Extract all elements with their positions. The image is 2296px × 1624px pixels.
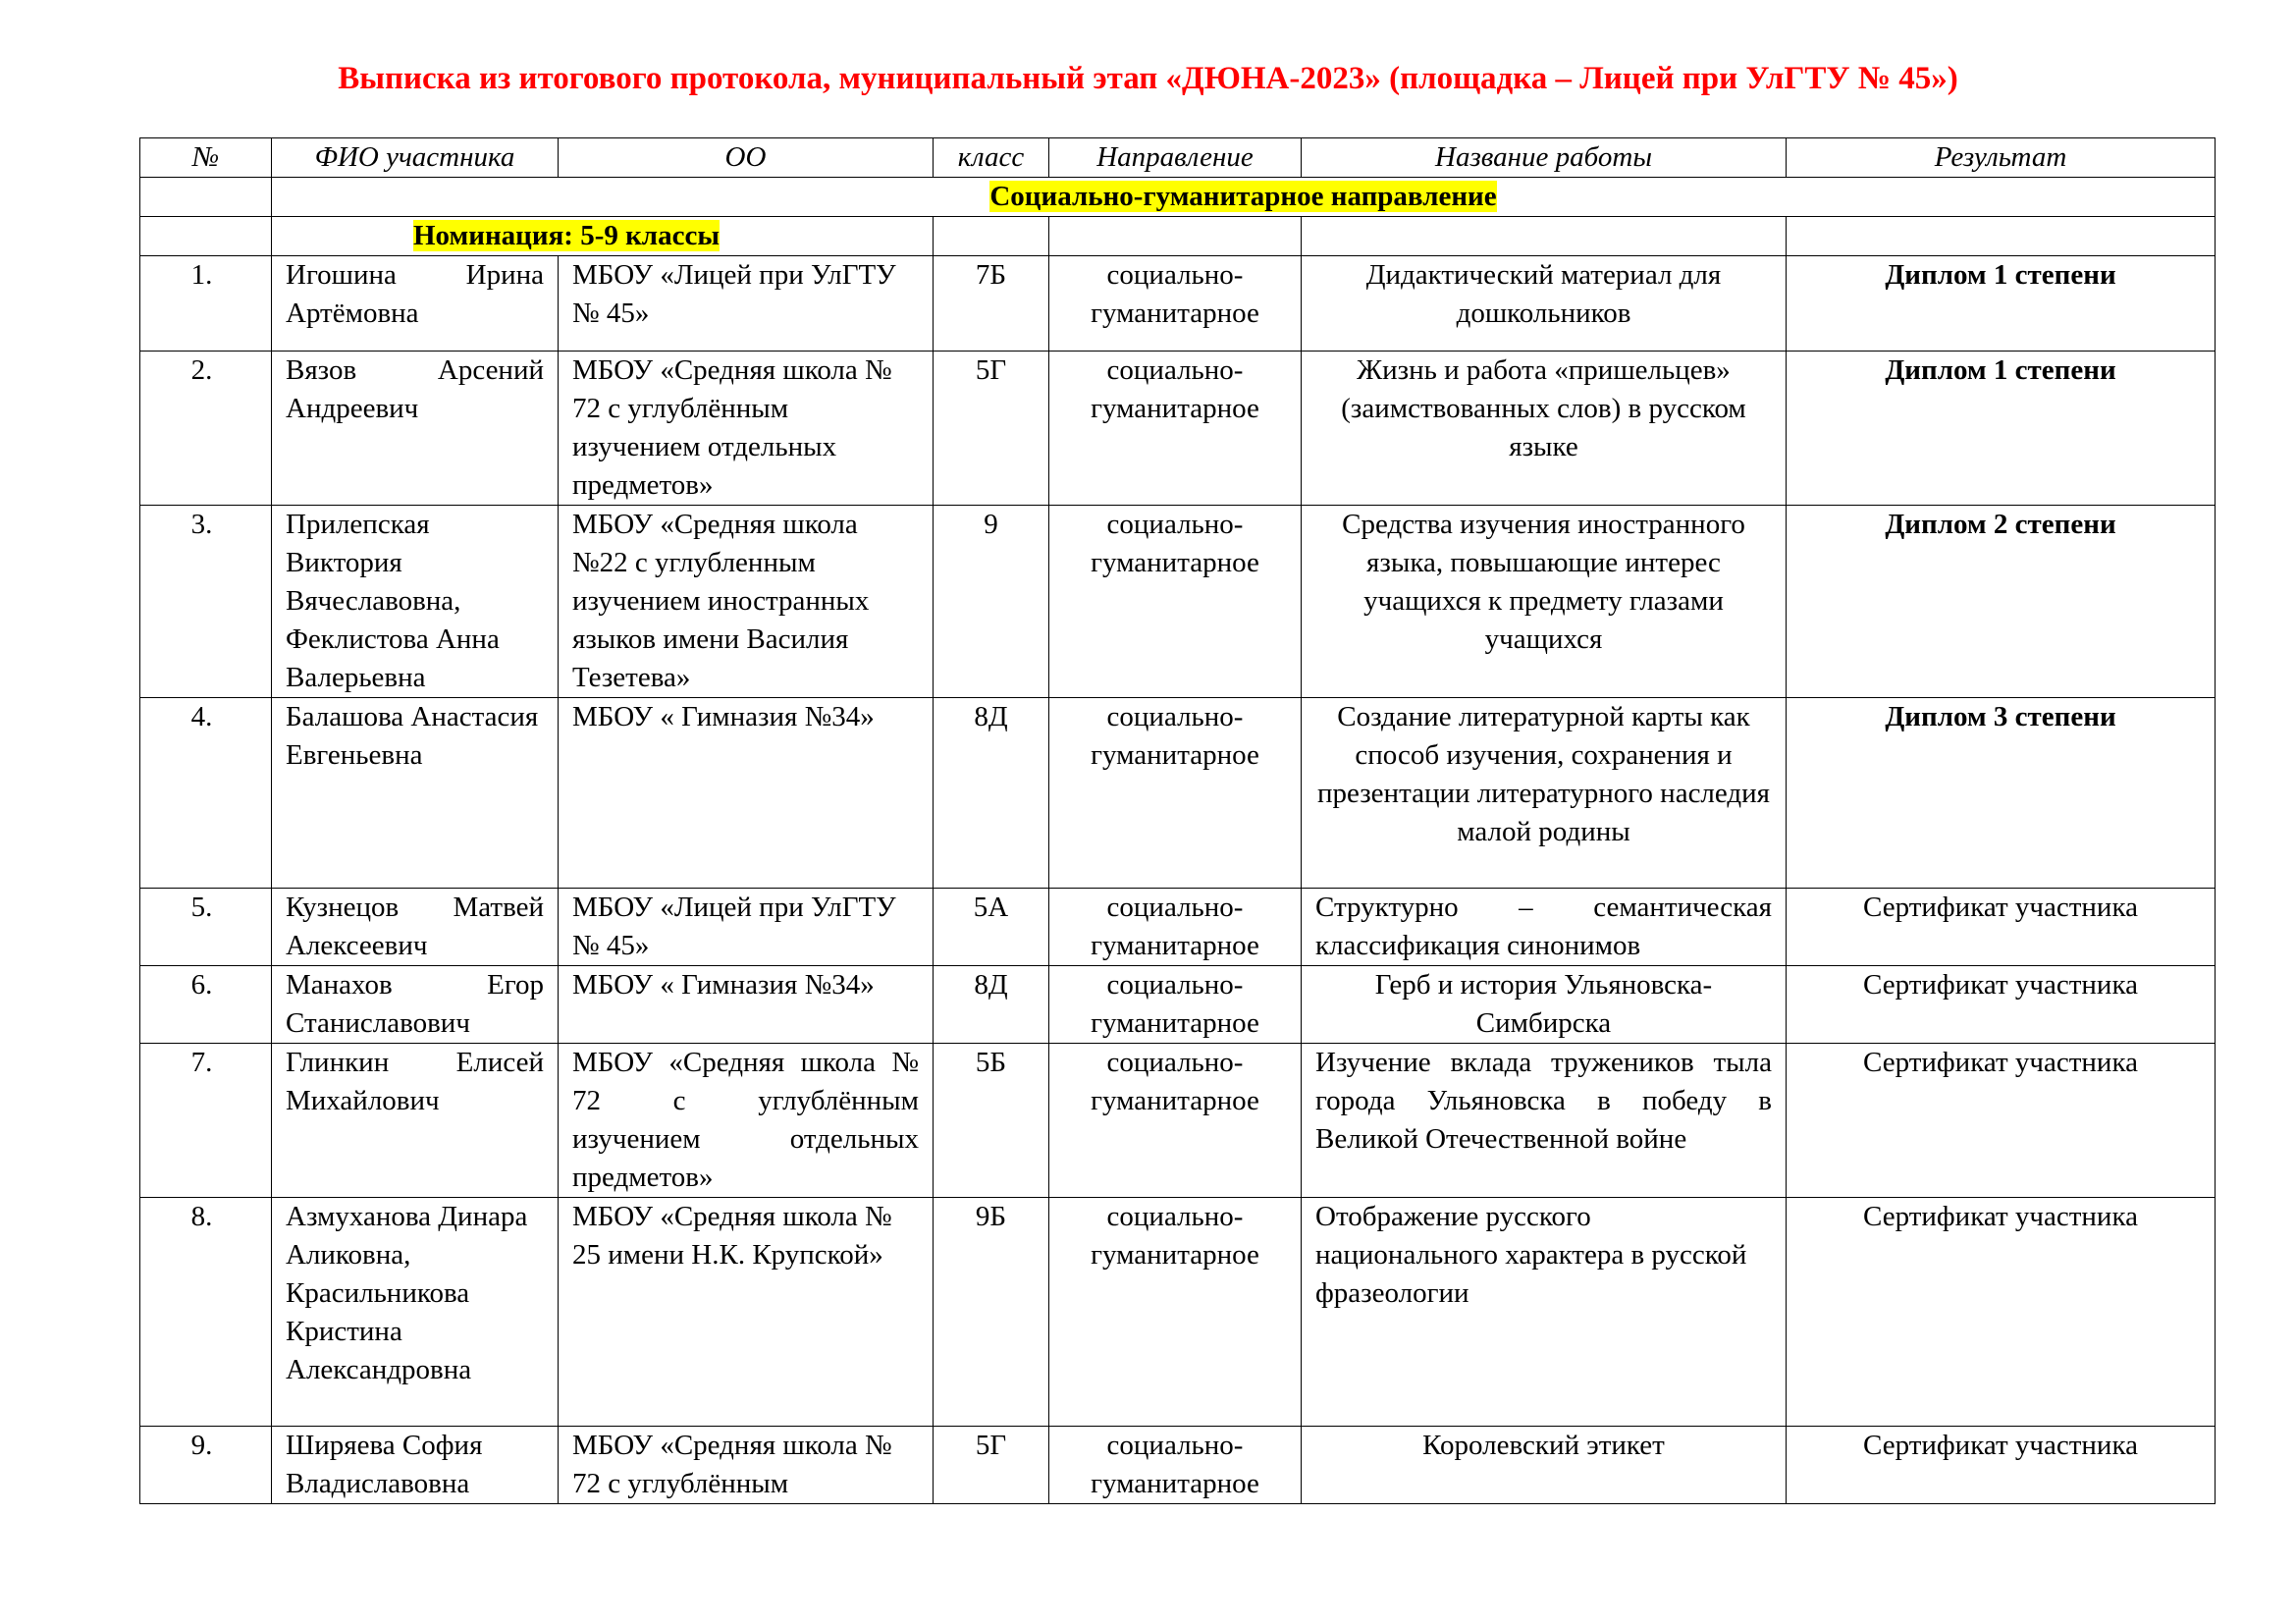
result: Диплом 3 степени (1787, 698, 2216, 889)
participant-name: Прилепская Виктория Вячеславовна, Феклистова Анна Валерьевна (272, 506, 559, 698)
participant-name: Азмуханова Динара Аликовна, Красильникова Кристина Александровна (272, 1198, 559, 1427)
section-row (140, 178, 2216, 217)
school-name: МБОУ «Средняя школа № 72 с углублённым изучением отдельных предметов» (559, 1044, 934, 1198)
nomination-cell (272, 217, 934, 256)
header-result: Результат (1787, 138, 2216, 178)
header-class: класс (934, 138, 1049, 178)
table-row (140, 966, 2216, 1044)
result: Сертификат участника (1787, 889, 2216, 966)
header-work: Название работы (1302, 138, 1787, 178)
direction: социально-гуманитарное (1049, 698, 1302, 889)
table-row (140, 256, 2216, 352)
section-empty-cell (140, 178, 272, 217)
participant-name: Вязов Арсений Андреевич (272, 352, 559, 506)
row-number: 3. (140, 506, 272, 698)
school-name: МБОУ « Гимназия №34» (559, 966, 934, 1044)
direction: социально-гуманитарное (1049, 1427, 1302, 1504)
row-number: 2. (140, 352, 272, 506)
result: Сертификат участника (1787, 1044, 2216, 1198)
row-number: 6. (140, 966, 272, 1044)
work-title: Королевский этикет (1302, 1427, 1787, 1504)
direction: социально-гуманитарное (1049, 506, 1302, 698)
page-title: Выписка из итогового протокола, муниципальный этап «ДЮНА-2023» (площадка – Лицей при УлГТУ № 45») (338, 61, 1958, 96)
header-direction: Направление (1049, 138, 1302, 178)
work-title: Изучение вклада тружеников тыла города Ульяновска в победу в Великой Отечественной войне (1302, 1044, 1787, 1198)
work-title: Средства изучения иностранного языка, повышающие интерес учащихся к предмету глазами учащихся (1302, 506, 1787, 698)
participant-name: Балашова Анастасия Евгеньевна (272, 698, 559, 889)
participant-name: Глинкин Елисей Михайлович (272, 1044, 559, 1198)
school-name: МБОУ «Лицей при УлГТУ № 45» (559, 889, 934, 966)
work-title: Жизнь и работа «пришельцев» (заимствованных слов) в русском языке (1302, 352, 1787, 506)
table-row (140, 698, 2216, 889)
direction: социально-гуманитарное (1049, 1198, 1302, 1427)
direction: социально-гуманитарное (1049, 1044, 1302, 1198)
direction: социально-гуманитарное (1049, 889, 1302, 966)
row-number: 4. (140, 698, 272, 889)
class-grade: 5А (934, 889, 1049, 966)
table-row (140, 1198, 2216, 1427)
row-number: 9. (140, 1427, 272, 1504)
table-row (140, 506, 2216, 698)
row-number: 5. (140, 889, 272, 966)
header-fio: ФИО участника (272, 138, 559, 178)
participant-name: Ширяева София Владиславовна (272, 1427, 559, 1504)
result: Диплом 1 степени (1787, 352, 2216, 506)
result: Диплом 2 степени (1787, 506, 2216, 698)
school-name: МБОУ «Лицей при УлГТУ № 45» (559, 256, 934, 352)
direction: социально-гуманитарное (1049, 256, 1302, 352)
result: Сертификат участника (1787, 1198, 2216, 1427)
class-grade: 5Б (934, 1044, 1049, 1198)
results-table (139, 137, 2216, 1504)
class-grade: 9Б (934, 1198, 1049, 1427)
table-row (140, 352, 2216, 506)
class-grade: 7Б (934, 256, 1049, 352)
work-title: Отображение русского национального характера в русской фразеологии (1302, 1198, 1787, 1427)
class-grade: 5Г (934, 352, 1049, 506)
class-grade: 8Д (934, 698, 1049, 889)
school-name: МБОУ «Средняя школа № 72 с углублённым изучением отдельных предметов» (559, 352, 934, 506)
participant-name: Манахов Егор Станиславович (272, 966, 559, 1044)
school-name: МБОУ «Средняя школа № 25 имени Н.К. Крупской» (559, 1198, 934, 1427)
section-cell (272, 178, 2216, 217)
work-title: Дидактический материал для дошкольников (1302, 256, 1787, 352)
table-row (140, 1044, 2216, 1198)
nomination-title: Номинация: 5-9 классы (413, 220, 720, 251)
section-title: Социально-гуманитарное направление (989, 181, 1497, 212)
school-name: МБОУ «Средняя школа № 72 с углублённым (559, 1427, 934, 1504)
direction: социально-гуманитарное (1049, 352, 1302, 506)
result: Сертификат участника (1787, 1427, 2216, 1504)
work-title: Структурно – семантическая классификация синонимов (1302, 889, 1787, 966)
header-oo: ОО (559, 138, 934, 178)
work-title: Герб и история Ульяновска-Симбирска (1302, 966, 1787, 1044)
participant-name: Кузнецов Матвей Алексеевич (272, 889, 559, 966)
row-number: 1. (140, 256, 272, 352)
row-number: 8. (140, 1198, 272, 1427)
result: Диплом 1 степени (1787, 256, 2216, 352)
nomination-row (140, 217, 2216, 256)
header-row (140, 138, 2216, 178)
class-grade: 5Г (934, 1427, 1049, 1504)
header-num: № (140, 138, 272, 178)
table-row (140, 889, 2216, 966)
direction: социально-гуманитарное (1049, 966, 1302, 1044)
school-name: МБОУ « Гимназия №34» (559, 698, 934, 889)
participant-name: Игошина Ирина Артёмовна (272, 256, 559, 352)
work-title: Создание литературной карты как способ изучения, сохранения и презентации литературного наследия малой родины (1302, 698, 1787, 889)
class-grade: 8Д (934, 966, 1049, 1044)
row-number: 7. (140, 1044, 272, 1198)
school-name: МБОУ «Средняя школа №22 с углубленным изучением иностранных языков имени Василия Тезетева» (559, 506, 934, 698)
table-row (140, 1427, 2216, 1504)
result: Сертификат участника (1787, 966, 2216, 1044)
class-grade: 9 (934, 506, 1049, 698)
